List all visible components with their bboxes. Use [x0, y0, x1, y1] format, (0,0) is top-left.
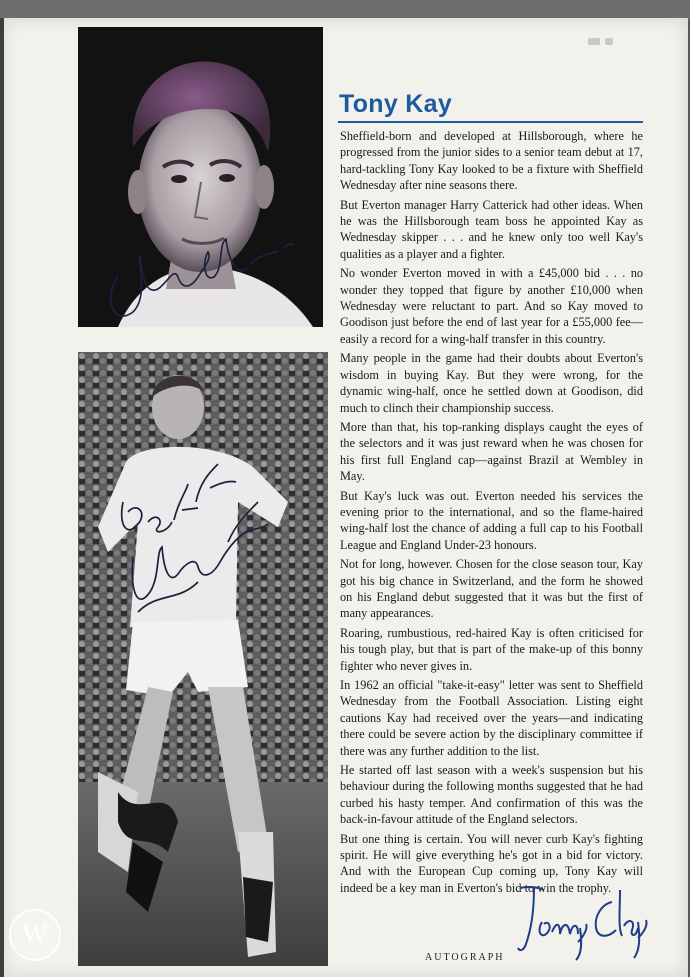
article-paragraph: In 1962 an official "take-it-easy" letter was sent to Sheffield Wednesday from the Football Association. Listing eight cautions Kay had received over the years—and indicating there could be severe action by the disciplinary committee if there was any further addition to the list.	[340, 678, 643, 758]
article-paragraph: He started off last season with a week's suspension but his behaviour during the following months suggested that he had curbed his hasty temper. And confirmation of this was the back-in-favour attitude of the England selectors.	[340, 763, 643, 827]
article-paragraph: Not for long, however. Chosen for the close season tour, Kay got his big chance in Switzerland, and the form he showed on his England debut suggested that it was but the first of many appearances.	[340, 557, 643, 621]
article-body	[340, 128, 643, 899]
binding-edge	[0, 18, 4, 977]
article-paragraph: No wonder Everton moved in with a £45,000 bid . . . no wonder they topped that figure by another £10,000 when Wednesday were reluctant to part. And so Kay moved to Goodison just before the end of last year for a £55,000 fee—easily a record for a wing-half transfer in this country.	[340, 266, 643, 346]
portrait-photo	[78, 27, 323, 327]
article-paragraph: But one thing is certain. You will never curb Kay's fighting spirit. He will give everything he's got in a bid for victory. And with the European Cup coming up, Tony Kay will indeed be a key man in Everton's bid to win the trophy.	[340, 831, 643, 895]
hole-punch-mark	[588, 38, 600, 45]
article-paragraph: But Everton manager Harry Catterick had other ideas. When he was the Hillsborough team boss he appointed Kay as Wednesday skipper . . . and he knew only too well Kay's qualities as a player and a fighter.	[340, 197, 643, 261]
article-paragraph: Many people in the game had their doubts about Everton's wisdom in buying Kay. But they were wrong, for the dynamic wing-half, once he settled down at Goodison, did much to clinch their championship success.	[340, 351, 643, 415]
autograph-label: AUTOGRAPH	[425, 952, 505, 963]
autograph-signature	[512, 882, 652, 967]
article-paragraph: Sheffield-born and developed at Hillsborough, where he progressed from the junior sides to a senior team debut at 17, hard-tackling Tony Kay looked to be a fixture with Sheffield Wednesday after nine seasons there.	[340, 129, 643, 193]
title-underline	[338, 121, 643, 123]
article-paragraph: Roaring, rumbustious, red-haired Kay is often criticised for his tough play, but that is part of the make-up of this bonny fighter who never gives in.	[340, 625, 643, 673]
hole-punch-mark	[605, 38, 613, 45]
article-paragraph: More than that, his top-ranking displays caught the eyes of the selectors and it was just reward when he was chosen for his first full England cap—against Brazil at Wembley in May.	[340, 419, 643, 484]
article-title: Tony Kay	[339, 90, 453, 118]
article-paragraph: But Kay's luck was out. Everton needed his services the evening prior to the international, and so the flame-haired wing-half lost the chance of adding a full cap to his Football League and England Under-23 honours.	[340, 488, 643, 552]
scan-top-edge	[0, 0, 690, 20]
action-photo	[78, 352, 328, 966]
worthpoint-logo-icon: W	[9, 909, 61, 961]
